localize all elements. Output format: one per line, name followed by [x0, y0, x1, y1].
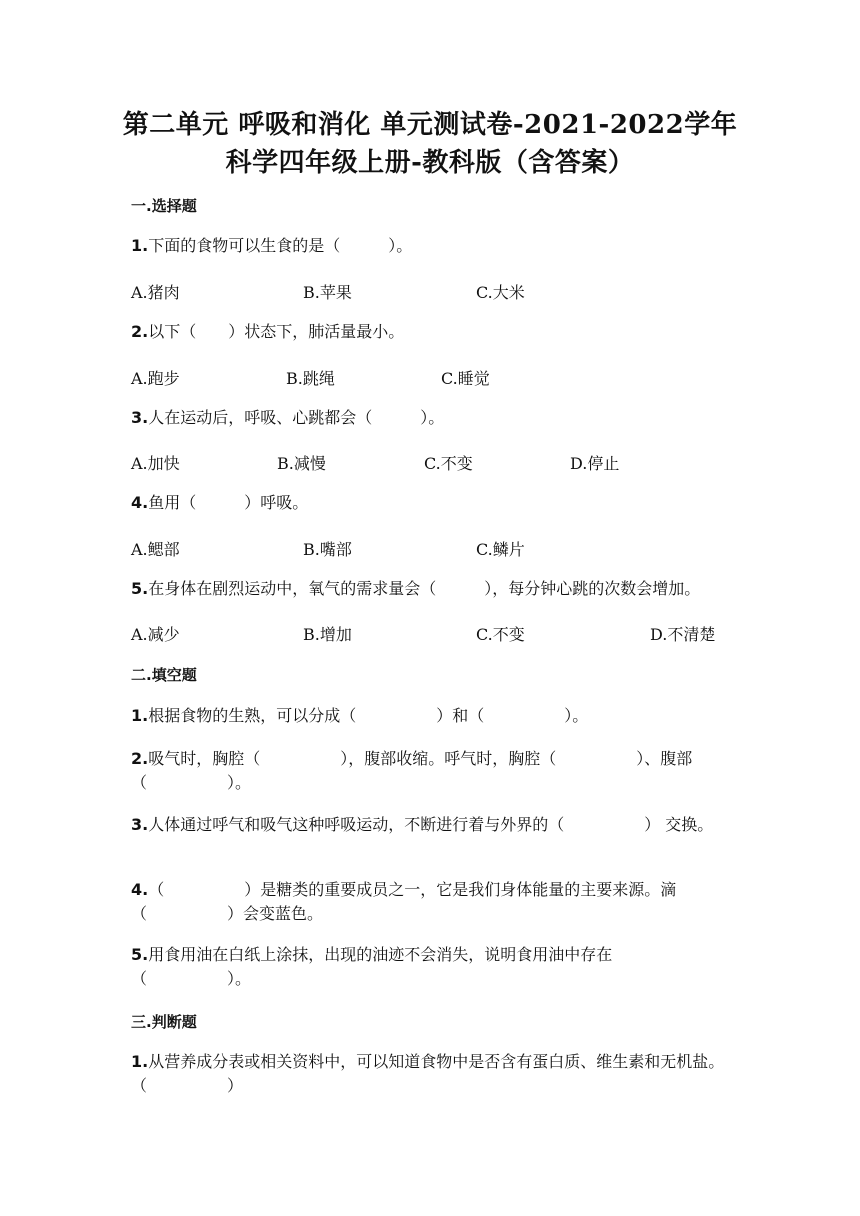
- question-text: 以下（ ）状态下，肺活量最小。: [148, 322, 405, 341]
- question-number: 2.: [131, 749, 149, 768]
- question-text: 鱼用（ ）呼吸。: [148, 493, 309, 512]
- question: [131, 491, 731, 515]
- option: A.减少: [131, 625, 180, 644]
- option: A.鳃部: [131, 540, 180, 559]
- title-line-1: 第二单元 呼吸和消化 单元测试卷-2021-2022学年: [122, 110, 738, 140]
- option: D.停止: [570, 454, 620, 473]
- option: B.苹果: [303, 283, 352, 302]
- question-number: 5.: [131, 945, 149, 964]
- question: [131, 320, 731, 344]
- question: [131, 406, 731, 430]
- question: [131, 943, 731, 991]
- title-line-2: 科学四年级上册-教科版（含答案）: [225, 148, 635, 178]
- question: [131, 878, 731, 926]
- question: [131, 747, 731, 795]
- option: A.跑步: [131, 369, 180, 388]
- option: A.加快: [131, 454, 180, 473]
- question: [131, 577, 741, 601]
- section-heading: 一.选择题: [131, 197, 197, 215]
- option: B.减慢: [277, 454, 326, 473]
- question: [131, 1050, 731, 1098]
- question-number: 3.: [131, 408, 149, 427]
- option: B.跳绳: [286, 369, 335, 388]
- question-text: 吸气时，胸腔（ ），腹部收缩。呼气时，胸腔（ ）、腹部（ ）。: [131, 749, 693, 792]
- question-number: 2.: [131, 322, 149, 341]
- question-number: 4.: [131, 493, 149, 512]
- question-text: 从营养成分表或相关资料中，可以知道食物中是否含有蛋白质、维生素和无机盐。（ ）: [131, 1052, 725, 1095]
- question-text: 用食用油在白纸上涂抹，出现的油迹不会消失，说明食用油中存在（ ）。: [131, 945, 613, 988]
- option: B.增加: [303, 625, 352, 644]
- option: C.不变: [424, 454, 473, 473]
- option: D.不清楚: [650, 625, 716, 644]
- question-text: 人在运动后，呼吸、心跳都会（ ）。: [148, 408, 445, 427]
- question: [131, 234, 731, 258]
- question: [131, 813, 731, 837]
- option: C.不变: [476, 625, 525, 644]
- question-number: 1.: [131, 236, 149, 255]
- question-number: 5.: [131, 579, 149, 598]
- option: B.嘴部: [303, 540, 352, 559]
- option: C.鳞片: [476, 540, 525, 559]
- question: [131, 704, 731, 728]
- section-heading: 三.判断题: [131, 1013, 197, 1031]
- question-text: 在身体在剧烈运动中，氧气的需求量会（ ），每分钟心跳的次数会增加。: [148, 579, 701, 598]
- question-number: 1.: [131, 706, 149, 725]
- question-text: （ ）是糖类的重要成员之一，它是我们身体能量的主要来源。滴（ ）会变蓝色。: [131, 880, 677, 923]
- option: C.睡觉: [441, 369, 490, 388]
- question-text: 根据食物的生熟，可以分成（ ）和（ ）。: [148, 706, 589, 725]
- question-number: 1.: [131, 1052, 149, 1071]
- section-heading: 二.填空题: [131, 666, 197, 684]
- question-number: 3.: [131, 815, 149, 834]
- question-text: 下面的食物可以生食的是（ ）。: [148, 236, 413, 255]
- option: A.猪肉: [131, 283, 180, 302]
- option: C.大米: [476, 283, 525, 302]
- question-number: 4.: [131, 880, 149, 899]
- question-text: 人体通过呼气和吸气这种呼吸运动，不断进行着与外界的（ ） 交换。: [148, 815, 714, 834]
